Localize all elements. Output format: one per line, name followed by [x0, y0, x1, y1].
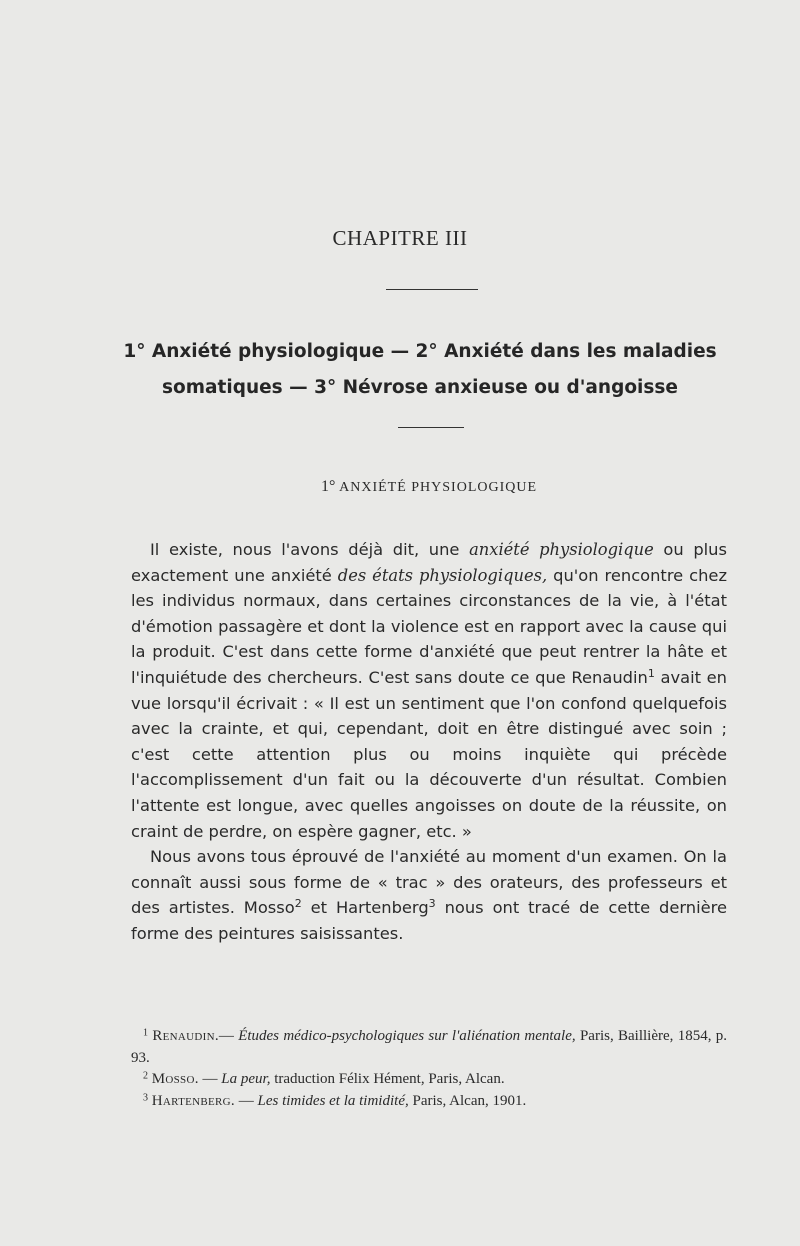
- footnotes: [131, 1026, 727, 1112]
- text-run: et Hartenberg: [301, 898, 429, 918]
- footnote-details: Paris, Baillière, 1854, p. 93.: [131, 1028, 728, 1066]
- divider-rule: [398, 427, 464, 428]
- footnote-ref: 3: [428, 897, 436, 911]
- text-run: Nous avons tous éprouvé de l'anxiété au moment d'un examen. On la connaît aussi sous forme de « trac » des orateurs, des professeurs et des artistes. Mosso: [131, 847, 727, 918]
- text-run: avait en vue lorsqu'il écrivait : « Il est un sentiment que l'on confond quelquefois avec la crainte, et qui, cependant, doit en être distingué avec soin ; c'est cette attention plus ou moins inquiète qui précède l'accomplissement d'un fait ou la découverte d'un résultat. Combien l'attente est longue, avec quelles angoisses on doute de la réussite, on craint de perdre, on espère gagner, etc. »: [131, 667, 727, 841]
- body-text: [131, 537, 727, 947]
- italic-term: anxiété physiologique: [469, 540, 654, 559]
- section-number: 1°: [320, 478, 336, 495]
- footnote-dash: —: [198, 1071, 222, 1087]
- footnote-ref: 2: [294, 897, 302, 911]
- section-heading: [0, 478, 800, 496]
- text-run: Il existe, nous l'avons déjà dit, une: [150, 540, 470, 559]
- text-run: qu'on rencontre chez les individus normaux, dans certaines circonstances de la vie, à l'état d'émotion passagère et dont la violence est en rapport avec la cause qui la produit. C'est dans cette forme d'anxiété que peut rentrer la hâte et l'inquiétude des chercheurs. C'est sans doute ce que Renaudin: [131, 565, 727, 687]
- footnote-details: Paris, Alcan, 1901.: [408, 1092, 527, 1109]
- chapter-heading: CHAPITRE III: [332, 226, 468, 250]
- footnote-mark: 2: [143, 1070, 148, 1082]
- chapter-title-line: 1° Anxiété physiologique — 2° Anxiété dans les maladies: [123, 341, 717, 362]
- footnote-ref: 1: [647, 666, 655, 680]
- footnote-work: La peur,: [221, 1071, 271, 1087]
- footnote-author: Renaudin.: [152, 1028, 219, 1044]
- paragraph: [131, 844, 727, 946]
- footnote-work: Études médico-psychologiques sur l'aliénation mentale,: [238, 1028, 576, 1044]
- footnote-details: traduction Félix Hément, Paris, Alcan.: [270, 1071, 505, 1087]
- footnote: [131, 1091, 727, 1113]
- chapter-title: [100, 334, 740, 406]
- footnote: [131, 1069, 727, 1091]
- italic-term: des états physiologiques,: [337, 565, 548, 585]
- footnote-mark: 3: [143, 1092, 148, 1103]
- divider-rule: [386, 289, 478, 290]
- section-title: ANXIÉTÉ PHYSIOLOGIQUE: [339, 480, 538, 495]
- paragraph: [131, 537, 727, 844]
- footnote: [131, 1026, 727, 1069]
- chapter-title-line: somatiques — 3° Névrose anxieuse ou d'angoisse: [162, 377, 678, 398]
- footnote-dash: —: [234, 1092, 258, 1109]
- text-run: ou plus exactement une anxiété: [131, 540, 727, 585]
- footnote-mark: 1: [143, 1027, 148, 1039]
- text-run: nous ont tracé de cette dernière forme des peintures saisissantes.: [131, 898, 727, 943]
- footnote-dash: —: [218, 1028, 239, 1044]
- footnote-author: Mosso.: [151, 1071, 199, 1087]
- footnote-work: Les timides et la timidité,: [257, 1092, 409, 1109]
- footnote-author: Hartenberg.: [151, 1092, 235, 1109]
